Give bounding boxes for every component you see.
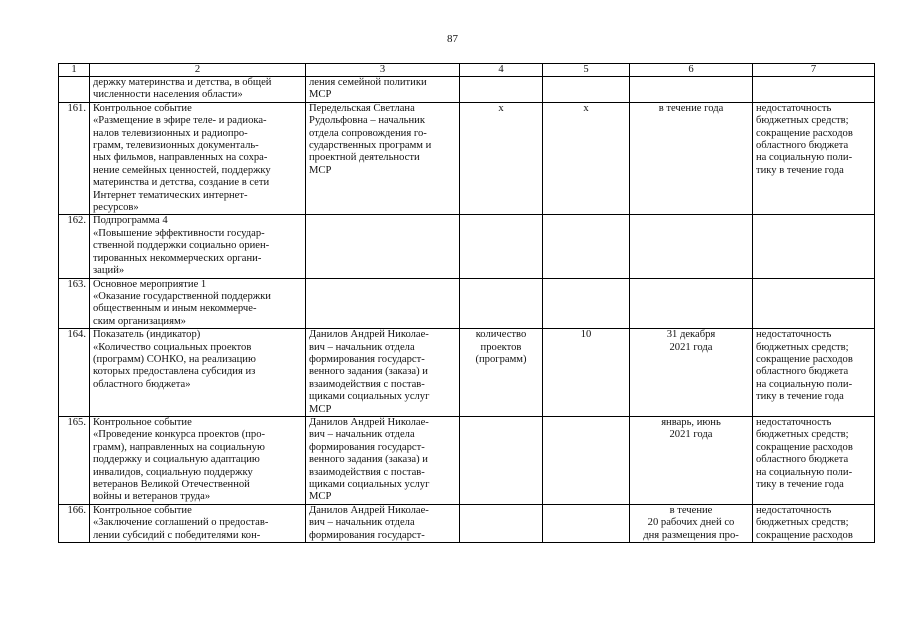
column-header: 4: [460, 64, 543, 77]
table-row: [59, 329, 875, 417]
column-number-row: [59, 64, 875, 77]
row-responsible: Данилов Андрей Николае- вич – начальник отдела формирования государст-: [306, 504, 460, 542]
row-risk: недостаточность бюджетных средств; сокращение расходов областного бюджета на социальную поли- тику в течение года: [753, 102, 875, 215]
row-responsible: [306, 215, 460, 278]
row-responsible: Данилов Андрей Николае- вич – начальник отдела формирования государст- венного задания (заказа) и взаимодействия с постав- щиками социальных услуг МСР: [306, 416, 460, 504]
row-number: 162.: [59, 215, 90, 278]
row-term: 31 декабря 2021 года: [630, 329, 753, 417]
row-risk: недостаточность бюджетных средств; сокращение расходов областного бюджета на социальную поли- тику в течение года: [753, 416, 875, 504]
row-description: Контрольное событие «Размещение в эфире теле- и радиока- налов телевизионных и радиопро- грамм, телевизионных документаль- ных фильмов, направленных на сохра- нение семейных ценностей, поддержку материнства и детства, создание в сети Интернет тематических интернет- ресурсов»: [90, 102, 306, 215]
table-row: [59, 278, 875, 329]
table-row: [59, 77, 875, 103]
row-number: 161.: [59, 102, 90, 215]
row-number: 163.: [59, 278, 90, 329]
row-description: Контрольное событие «Проведение конкурса проектов (про- грамм), направленных на социальную поддержку и социальную адаптацию инвалидов, социальную поддержку ветеранов Великой Отечественной войны и ветеранов труда»: [90, 416, 306, 504]
row-risk: [753, 278, 875, 329]
page-number: 87: [447, 33, 458, 45]
row-risk: недостаточность бюджетных средств; сокращение расходов: [753, 504, 875, 542]
row-description: Основное мероприятие 1 «Оказание государственной поддержки общественным и иным некоммерче- ским организациям»: [90, 278, 306, 329]
row-term: [630, 278, 753, 329]
row-responsible: ления семейной политики МСР: [306, 77, 460, 103]
table-row: [59, 102, 875, 215]
column-header: 1: [59, 64, 90, 77]
row-value: [543, 77, 630, 103]
row-number: [59, 77, 90, 103]
row-unit: [460, 504, 543, 542]
table-row: [59, 504, 875, 542]
row-description: Контрольное событие «Заключение соглашений о предостав- лении субсидий с победителями кон-: [90, 504, 306, 542]
table-row: [59, 215, 875, 278]
row-value: [543, 215, 630, 278]
row-unit: [460, 416, 543, 504]
column-header: 6: [630, 64, 753, 77]
row-value: [543, 504, 630, 542]
row-number: 166.: [59, 504, 90, 542]
row-term: в течение года: [630, 102, 753, 215]
row-number: 165.: [59, 416, 90, 504]
row-unit: [460, 278, 543, 329]
row-responsible: Данилов Андрей Николае- вич – начальник отдела формирования государст- венного задания (заказа) и взаимодействия с постав- щиками социальных услуг МСР: [306, 329, 460, 417]
plan-table: [58, 63, 875, 543]
row-responsible: [306, 278, 460, 329]
row-description: Подпрограмма 4 «Повышение эффективности государ- ственной поддержки социально ориен- тированных некоммерческих органи- заций»: [90, 215, 306, 278]
column-header: 7: [753, 64, 875, 77]
row-risk: недостаточность бюджетных средств; сокращение расходов областного бюджета на социальную поли- тику в течение года: [753, 329, 875, 417]
row-unit: х: [460, 102, 543, 215]
row-value: х: [543, 102, 630, 215]
row-unit: [460, 215, 543, 278]
row-value: [543, 416, 630, 504]
row-value: [543, 278, 630, 329]
row-description: держку материнства и детства, в общей численности населения области»: [90, 77, 306, 103]
row-description: Показатель (индикатор) «Количество социальных проектов (программ) СОНКО, на реализацию которых предоставлена субсидия из областного бюджета»: [90, 329, 306, 417]
row-risk: [753, 77, 875, 103]
row-term: январь, июнь 2021 года: [630, 416, 753, 504]
row-term: [630, 77, 753, 103]
row-term: [630, 215, 753, 278]
column-header: 5: [543, 64, 630, 77]
column-header: 2: [90, 64, 306, 77]
column-header: 3: [306, 64, 460, 77]
row-unit: [460, 77, 543, 103]
row-risk: [753, 215, 875, 278]
row-number: 164.: [59, 329, 90, 417]
row-value: 10: [543, 329, 630, 417]
row-unit: количество проектов (программ): [460, 329, 543, 417]
row-term: в течение 20 рабочих дней со дня размещения про-: [630, 504, 753, 542]
row-responsible: Передельская Светлана Рудольфовна – начальник отдела сопровождения го- сударственных программ и проектной деятельности МСР: [306, 102, 460, 215]
table-row: [59, 416, 875, 504]
